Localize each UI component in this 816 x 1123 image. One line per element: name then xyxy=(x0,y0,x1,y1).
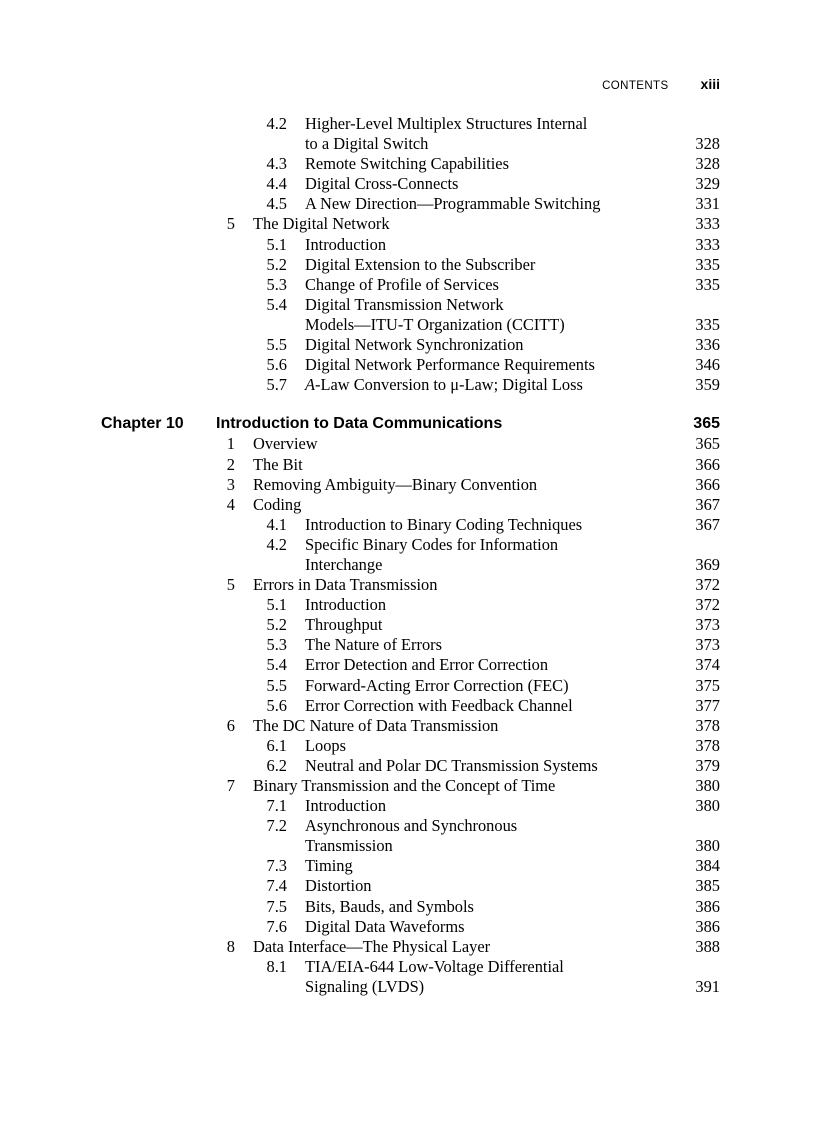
toc-entry xyxy=(0,776,816,796)
entry-title: Data Interface—The Physical Layer xyxy=(253,936,491,956)
entry-title: Neutral and Polar DC Transmission Systems xyxy=(305,755,598,775)
entry-number: 4.2 xyxy=(266,534,287,554)
entry-title: Timing xyxy=(305,856,353,876)
entry-title: Digital Network Performance Requirements xyxy=(305,355,595,375)
entry-number: 6 xyxy=(226,715,235,735)
entry-title: Digital Transmission Network xyxy=(305,294,504,314)
entry-number: 6.2 xyxy=(266,755,287,775)
entry-number: 5 xyxy=(226,575,235,595)
toc-entry xyxy=(0,335,816,355)
entry-page: 366 xyxy=(695,454,720,474)
entry-title: TIA/EIA-644 Low-Voltage Differential xyxy=(305,956,564,976)
entry-number: 1 xyxy=(226,434,235,454)
toc-entry xyxy=(0,856,816,876)
toc-entry xyxy=(0,134,816,154)
entry-number: 5.2 xyxy=(266,615,287,635)
entry-number: 4.3 xyxy=(266,154,287,174)
entry-number: 7.5 xyxy=(266,896,287,916)
toc-entry xyxy=(0,917,816,937)
toc-entry xyxy=(0,434,816,454)
toc-entry xyxy=(0,595,816,615)
entry-page: 335 xyxy=(695,274,720,294)
toc-entry xyxy=(0,615,816,635)
entry-page: 331 xyxy=(695,194,720,214)
chapter-page: 365 xyxy=(693,415,720,433)
toc-entry xyxy=(0,214,816,234)
entry-title-italic: A xyxy=(305,375,316,395)
entry-title: The DC Nature of Data Transmission xyxy=(253,715,499,735)
chapter-label: Chapter 10 xyxy=(101,415,184,433)
entry-title: Binary Transmission and the Concept of Time xyxy=(253,776,556,795)
entry-number: 4.2 xyxy=(266,114,287,133)
entry-number: 5 xyxy=(226,214,235,234)
entry-page: 335 xyxy=(695,254,720,274)
entry-title: Loops xyxy=(305,735,346,755)
entry-title: Throughput xyxy=(305,615,383,635)
entry-page: 388 xyxy=(695,936,720,956)
entry-title: Digital Cross-Connects xyxy=(305,174,459,194)
toc-entry xyxy=(0,535,816,555)
toc-entry xyxy=(0,154,816,174)
table-of-contents xyxy=(0,114,816,997)
entry-page: 333 xyxy=(695,214,720,234)
entry-number: 8 xyxy=(226,936,235,956)
entry-page: 336 xyxy=(695,335,720,355)
chapter-heading xyxy=(0,414,816,434)
entry-number: 7.2 xyxy=(266,816,287,836)
entry-title: Remote Switching Capabilities xyxy=(305,154,509,174)
toc-entry xyxy=(0,315,816,335)
toc-entry xyxy=(0,796,816,816)
entry-title: Introduction to Binary Coding Techniques xyxy=(305,514,583,534)
entry-number: 4.5 xyxy=(266,194,287,214)
toc-entry xyxy=(0,937,816,957)
entry-title: Introduction xyxy=(305,595,387,615)
toc-entry xyxy=(0,194,816,214)
entry-title xyxy=(305,375,583,395)
entry-title: Forward-Acting Error Correction (FEC) xyxy=(305,675,569,695)
entry-page: 374 xyxy=(695,655,720,675)
toc-entry xyxy=(0,635,816,655)
entry-page: 373 xyxy=(695,635,720,655)
entry-title: Digital Data Waveforms xyxy=(305,916,465,936)
toc-entry xyxy=(0,275,816,295)
entry-title: Errors in Data Transmission xyxy=(253,575,438,595)
entry-page: 328 xyxy=(695,134,720,154)
entry-number: 7.4 xyxy=(266,876,287,896)
entry-number: 5.7 xyxy=(266,375,287,395)
entry-page: 384 xyxy=(695,856,720,876)
entry-page: 380 xyxy=(695,776,720,795)
entry-page: 379 xyxy=(695,755,720,775)
entry-number: 5.6 xyxy=(266,695,287,715)
entry-page: 346 xyxy=(695,355,720,375)
entry-number: 4 xyxy=(226,494,235,514)
toc-entry xyxy=(0,977,816,997)
toc-entry xyxy=(0,375,816,395)
entry-number: 7.6 xyxy=(266,916,287,936)
entry-title: The Nature of Errors xyxy=(305,635,442,655)
entry-page: 333 xyxy=(695,234,720,254)
toc-entry xyxy=(0,655,816,675)
entry-number: 4.4 xyxy=(266,174,287,194)
entry-number: 4.1 xyxy=(266,514,287,534)
entry-page: 329 xyxy=(695,174,720,194)
toc-entry xyxy=(0,355,816,375)
entry-title: Models—ITU-T Organization (CCITT) xyxy=(305,314,565,334)
toc-entry xyxy=(0,696,816,716)
entry-page: 365 xyxy=(695,434,720,454)
toc-entry xyxy=(0,295,816,315)
entry-number: 5.5 xyxy=(266,675,287,695)
toc-entry xyxy=(0,515,816,535)
entry-page: 372 xyxy=(695,595,720,615)
entry-number: 5.1 xyxy=(266,234,287,254)
entry-number: 5.1 xyxy=(266,595,287,615)
entry-title: Interchange xyxy=(305,554,383,574)
entry-title: A New Direction—Programmable Switching xyxy=(305,194,601,214)
running-head-section: CONTENTS xyxy=(602,80,669,92)
toc-entry xyxy=(0,575,816,595)
entry-number: 2 xyxy=(226,454,235,474)
entry-number: 8.1 xyxy=(266,956,287,976)
entry-page: 359 xyxy=(695,375,720,395)
entry-page: 378 xyxy=(695,715,720,735)
page-folio: xiii xyxy=(700,76,720,92)
toc-entry xyxy=(0,836,816,856)
toc-entry xyxy=(0,716,816,736)
entry-page: 367 xyxy=(695,514,720,534)
entry-page: 335 xyxy=(695,314,720,334)
entry-title: Distortion xyxy=(305,876,372,896)
entry-title: Specific Binary Codes for Information xyxy=(305,534,559,554)
entry-number: 5.4 xyxy=(266,294,287,314)
toc-entry xyxy=(0,495,816,515)
entry-number: 7.3 xyxy=(266,856,287,876)
entry-number: 7 xyxy=(226,776,235,795)
toc-entry xyxy=(0,475,816,495)
toc-entry xyxy=(0,756,816,776)
entry-title: Digital Network Synchronization xyxy=(305,335,524,355)
entry-page: 377 xyxy=(695,695,720,715)
entry-title: Transmission xyxy=(305,836,393,856)
entry-number: 6.1 xyxy=(266,735,287,755)
entry-page: 380 xyxy=(695,836,720,856)
entry-page: 372 xyxy=(695,575,720,595)
entry-page: 375 xyxy=(695,675,720,695)
entry-page: 369 xyxy=(695,554,720,574)
entry-title: Signaling (LVDS) xyxy=(305,976,425,996)
entry-number: 5.2 xyxy=(266,254,287,274)
entry-page: 366 xyxy=(695,474,720,494)
entry-page: 378 xyxy=(695,735,720,755)
entry-page: 367 xyxy=(695,494,720,514)
toc-entry xyxy=(0,897,816,917)
entry-number: 3 xyxy=(226,474,235,494)
entry-number: 5.6 xyxy=(266,355,287,375)
toc-entry xyxy=(0,816,816,836)
entry-title: Coding xyxy=(253,494,302,514)
entry-title: Digital Extension to the Subscriber xyxy=(305,254,536,274)
chapter-title: Introduction to Data Communications xyxy=(216,415,503,433)
entry-title: Bits, Bauds, and Symbols xyxy=(305,896,474,916)
toc-entry xyxy=(0,736,816,756)
toc-entry xyxy=(0,957,816,977)
entry-page: 373 xyxy=(695,615,720,635)
toc-entry xyxy=(0,114,816,134)
entry-title: Error Detection and Error Correction xyxy=(305,655,549,675)
entry-page: 386 xyxy=(695,896,720,916)
toc-entry xyxy=(0,255,816,275)
entry-title: Asynchronous and Synchronous xyxy=(305,816,518,836)
entry-title: Introduction xyxy=(305,796,387,816)
entry-title: The Digital Network xyxy=(253,214,390,234)
entry-number: 5.5 xyxy=(266,335,287,355)
chapter-spacer xyxy=(0,395,816,414)
entry-title: Overview xyxy=(253,434,318,454)
entry-title: Change of Profile of Services xyxy=(305,274,499,294)
toc-entry xyxy=(0,676,816,696)
toc-entry xyxy=(0,555,816,575)
toc-entry xyxy=(0,235,816,255)
entry-title: to a Digital Switch xyxy=(305,134,429,154)
entry-title: Removing Ambiguity—Binary Convention xyxy=(253,474,538,494)
entry-title: The Bit xyxy=(253,454,303,474)
entry-number: 5.3 xyxy=(266,274,287,294)
entry-page: 380 xyxy=(695,796,720,816)
entry-number: 5.4 xyxy=(266,655,287,675)
entry-page: 386 xyxy=(695,916,720,936)
entry-page: 391 xyxy=(695,976,720,996)
entry-title: Higher-Level Multiplex Structures Internal xyxy=(305,114,588,133)
entry-number: 5.3 xyxy=(266,635,287,655)
entry-title: Error Correction with Feedback Channel xyxy=(305,695,573,715)
toc-entry xyxy=(0,876,816,896)
entry-page: 328 xyxy=(695,154,720,174)
entry-title: Introduction xyxy=(305,234,387,254)
entry-page: 385 xyxy=(695,876,720,896)
entry-title-rest: -Law Conversion to μ-Law; Digital Loss xyxy=(315,375,583,395)
running-head xyxy=(602,76,720,92)
toc-entry xyxy=(0,455,816,475)
entry-number: 7.1 xyxy=(266,796,287,816)
toc-entry xyxy=(0,174,816,194)
